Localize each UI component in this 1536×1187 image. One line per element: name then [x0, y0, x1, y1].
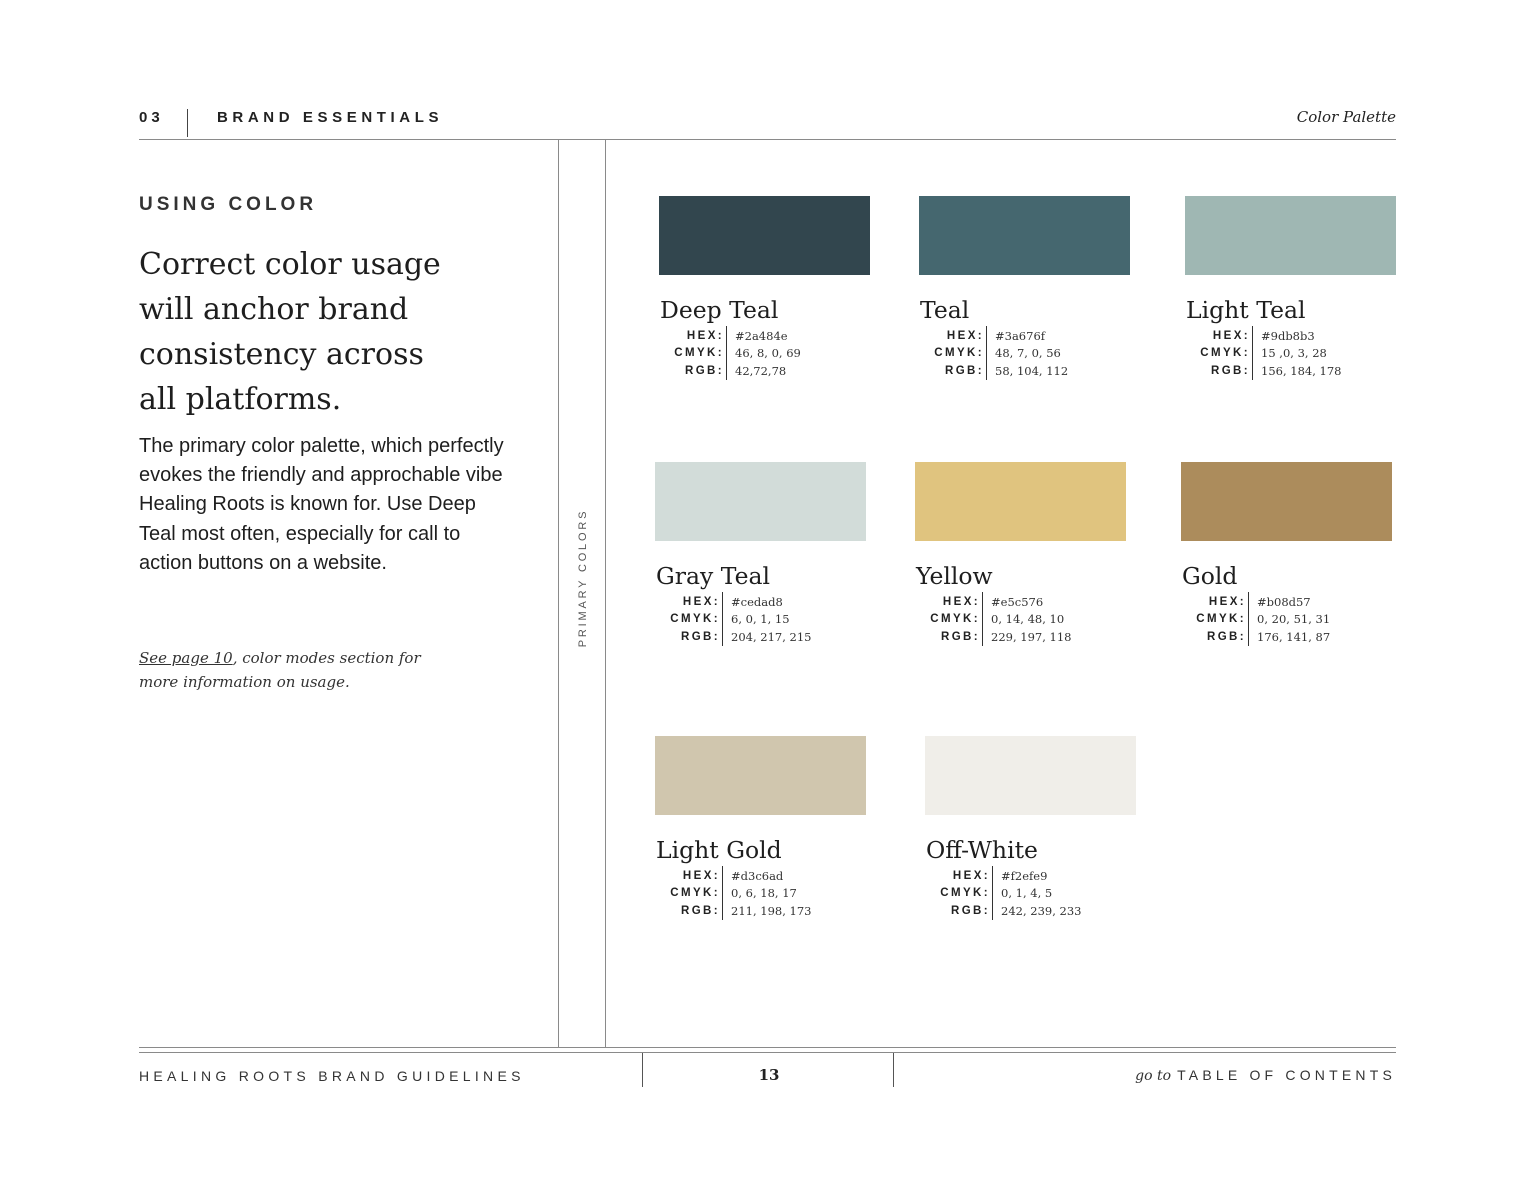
headline: Correct color usage will anchor brand consistency across all platforms. [139, 247, 441, 417]
spec-values [735, 328, 801, 380]
color-name: Gold [1182, 562, 1238, 590]
cmyk-value: 0, 14, 48, 10 [991, 612, 1065, 627]
section-title: BRAND ESSENTIALS [217, 109, 444, 126]
color-card-deep-teal [659, 196, 871, 382]
color-specs [925, 868, 1137, 922]
hex-value: #cedad8 [731, 595, 783, 609]
spec-labels [929, 328, 984, 380]
cmyk-label: CMYK: [670, 613, 720, 626]
color-swatch [1185, 196, 1396, 275]
spec-labels [665, 868, 720, 920]
spec-divider [726, 326, 727, 380]
header-divider [187, 109, 188, 137]
spec-labels [1191, 594, 1246, 646]
header-rule [139, 139, 1396, 140]
color-specs [1181, 594, 1393, 648]
color-card-off-white [925, 736, 1137, 922]
hex-label: HEX: [942, 596, 980, 608]
cmyk-value: 15 ,0, 3, 28 [1261, 346, 1327, 361]
cmyk-label: CMYK: [934, 347, 984, 360]
rgb-value: 58, 104, 112 [995, 363, 1069, 378]
spec-values [995, 328, 1068, 380]
column-rule-right [605, 140, 606, 1047]
rgb-label: RGB: [951, 904, 990, 917]
rgb-label: RGB: [681, 630, 720, 643]
color-card-light-gold [655, 736, 867, 922]
page-number: 13 [758, 1066, 780, 1084]
hex-label: HEX: [682, 870, 720, 882]
rgb-value: 229, 197, 118 [991, 629, 1072, 644]
spec-labels [925, 594, 980, 646]
hex-value: #9db8b3 [1261, 329, 1315, 343]
rgb-label: RGB: [1211, 364, 1250, 377]
spec-divider [722, 866, 723, 920]
cmyk-value: 46, 8, 0, 69 [735, 346, 801, 361]
cmyk-value: 6, 0, 1, 15 [731, 612, 790, 627]
color-card-light-teal [1185, 196, 1397, 382]
rgb-value: 211, 198, 173 [731, 903, 812, 918]
color-swatch [1181, 462, 1392, 541]
cmyk-value: 0, 6, 18, 17 [731, 886, 797, 901]
goto-text: go to [1135, 1068, 1172, 1084]
footer-divider-left [642, 1053, 643, 1087]
hex-value: #2a484e [735, 329, 788, 343]
color-name: Yellow [916, 562, 993, 590]
color-name: Gray Teal [656, 562, 771, 590]
color-specs [659, 328, 871, 382]
cmyk-label: CMYK: [1200, 347, 1250, 360]
page-topic: Color Palette [1296, 108, 1396, 126]
spec-divider [722, 592, 723, 646]
color-specs [1185, 328, 1397, 382]
rgb-value: 176, 141, 87 [1257, 629, 1331, 644]
color-name: Teal [920, 296, 970, 324]
body-text: The primary color palette, which perfectly evokes the friendly and approchable vibe Healing Roots is known for. Use Deep Teal most often, especially for call to action buttons on a website. [139, 435, 504, 574]
spec-values [991, 594, 1071, 646]
hex-label: HEX: [1208, 596, 1246, 608]
color-specs [915, 594, 1127, 648]
hex-value: #d3c6ad [731, 869, 784, 883]
spec-divider [1252, 326, 1253, 380]
footer-rule-top [139, 1047, 1396, 1048]
color-specs [655, 594, 867, 648]
rgb-label: RGB: [681, 904, 720, 917]
hex-label: HEX: [682, 596, 720, 608]
color-swatch [925, 736, 1136, 815]
color-name: Deep Teal [660, 296, 779, 324]
spec-divider [986, 326, 987, 380]
footer-brand: HEALING ROOTS BRAND GUIDELINES [139, 1068, 525, 1084]
primary-colors-label: PRIMARY COLORS [577, 508, 589, 648]
rgb-label: RGB: [941, 630, 980, 643]
cmyk-value: 0, 20, 51, 31 [1257, 612, 1331, 627]
hex-value: #3a676f [995, 329, 1046, 343]
hex-value: #e5c576 [991, 595, 1044, 609]
cmyk-label: CMYK: [940, 887, 990, 900]
spec-values [1001, 868, 1081, 920]
hex-label: HEX: [952, 870, 990, 882]
color-card-teal [919, 196, 1131, 382]
toc-link[interactable] [1135, 1067, 1396, 1085]
spec-values [731, 868, 811, 920]
color-card-gold [1181, 462, 1393, 648]
spec-labels [1195, 328, 1250, 380]
see-page-link[interactable]: See page 10 [139, 649, 233, 667]
color-name: Light Teal [1186, 296, 1306, 324]
rgb-value: 156, 184, 178 [1261, 363, 1342, 378]
rgb-label: RGB: [1207, 630, 1246, 643]
cmyk-label: CMYK: [1196, 613, 1246, 626]
rgb-value: 42,72,78 [735, 363, 787, 378]
usage-note [139, 646, 439, 694]
color-name: Light Gold [656, 836, 782, 864]
color-specs [919, 328, 1131, 382]
spec-values [731, 594, 811, 646]
hex-label: HEX: [686, 330, 724, 342]
hex-label: HEX: [1212, 330, 1250, 342]
footer-rule-bottom [139, 1052, 1396, 1053]
footer-divider-right [893, 1053, 894, 1087]
hex-value: #f2efe9 [1001, 869, 1048, 883]
cmyk-label: CMYK: [930, 613, 980, 626]
color-card-yellow [915, 462, 1127, 648]
column-rule-left [558, 140, 559, 1047]
cmyk-label: CMYK: [674, 347, 724, 360]
color-name: Off-White [926, 836, 1038, 864]
rgb-label: RGB: [945, 364, 984, 377]
spec-divider [992, 866, 993, 920]
spec-values [1257, 594, 1330, 646]
color-swatch [655, 736, 866, 815]
rgb-label: RGB: [685, 364, 724, 377]
color-specs [655, 868, 867, 922]
hex-label: HEX: [946, 330, 984, 342]
color-swatch [919, 196, 1130, 275]
usage-note-text: , color modes section for more information on usage. [139, 649, 421, 691]
color-swatch [915, 462, 1126, 541]
spec-labels [669, 328, 724, 380]
spec-labels [935, 868, 990, 920]
spec-divider [1248, 592, 1249, 646]
color-swatch [655, 462, 866, 541]
toc-text: TABLE OF CONTENTS [1177, 1067, 1396, 1083]
cmyk-label: CMYK: [670, 887, 720, 900]
spec-values [1261, 328, 1341, 380]
hex-value: #b08d57 [1257, 595, 1311, 609]
color-swatch [659, 196, 870, 275]
section-number: 03 [139, 109, 164, 126]
spec-labels [665, 594, 720, 646]
cmyk-value: 0, 1, 4, 5 [1001, 886, 1053, 901]
rgb-value: 242, 239, 233 [1001, 903, 1082, 918]
using-color-label: USING COLOR [139, 194, 318, 215]
cmyk-value: 48, 7, 0, 56 [995, 346, 1061, 361]
rgb-value: 204, 217, 215 [731, 629, 812, 644]
color-card-gray-teal [655, 462, 867, 648]
spec-divider [982, 592, 983, 646]
